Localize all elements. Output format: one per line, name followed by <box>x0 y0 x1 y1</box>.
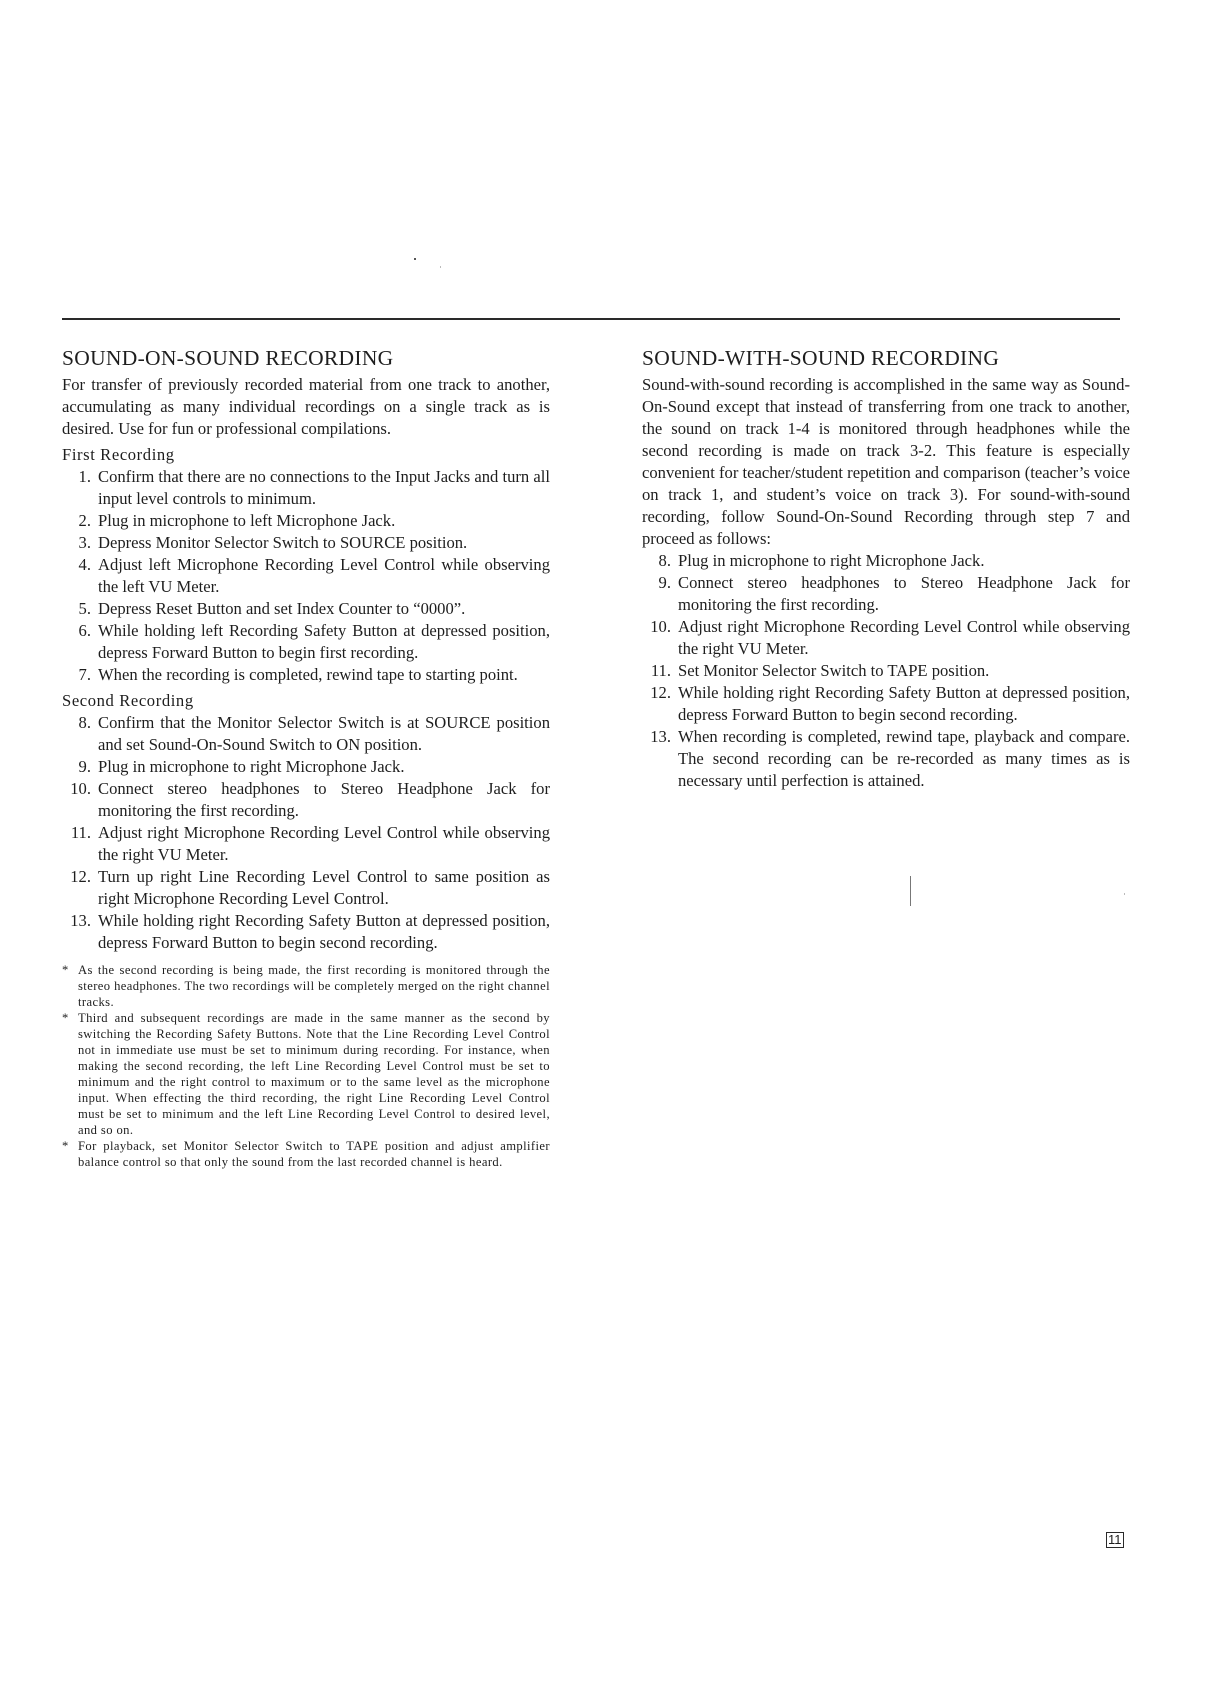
step-number: 5. <box>78 599 91 618</box>
step-item <box>62 620 550 664</box>
step-number: 2. <box>78 511 91 530</box>
step-number: 9. <box>78 757 91 776</box>
step-item <box>62 712 550 756</box>
step-text: Adjust left Microphone Recording Level Control while observing the left VU Meter. <box>98 555 550 596</box>
step-number: 13. <box>70 911 91 930</box>
step-item <box>62 466 550 510</box>
scan-speck <box>1124 893 1125 895</box>
step-item <box>62 554 550 598</box>
step-text: While holding right Recording Safety Button at depressed position, depress Forward Button to begin second recording. <box>98 911 550 952</box>
sound-with-sound-section <box>642 346 1130 792</box>
subheading-first-recording: First Recording <box>62 445 175 464</box>
step-text: Depress Reset Button and set Index Counter to “0000”. <box>98 599 466 618</box>
step-item <box>642 550 1130 572</box>
second-recording-steps <box>62 712 550 954</box>
step-text: Adjust right Microphone Recording Level Control while observing the right VU Meter. <box>98 823 550 864</box>
section-title: SOUND-WITH-SOUND RECORDING <box>642 346 1000 370</box>
step-number: 11. <box>70 823 91 842</box>
step-text: Confirm that there are no connections to the Input Jacks and turn all input level controls to minimum. <box>98 467 550 508</box>
step-item <box>62 778 550 822</box>
step-number: 8. <box>78 713 91 732</box>
step-number: 13. <box>650 727 671 746</box>
step-item <box>642 616 1130 660</box>
step-number: 8. <box>658 551 671 570</box>
step-item <box>62 756 550 778</box>
step-text: Set Monitor Selector Switch to TAPE position. <box>678 661 990 680</box>
step-item <box>62 910 550 954</box>
step-item <box>62 822 550 866</box>
asterisk-mark: * <box>62 963 69 977</box>
subheading-second-recording: Second Recording <box>62 691 194 710</box>
page-number: 11 <box>1108 1532 1122 1547</box>
scan-speck <box>414 258 416 260</box>
step-number: 12. <box>70 867 91 886</box>
footnote-text: Third and subsequent recordings are made in the same manner as the second by switching the Recording Safety Buttons. Note that the Line Recording Level Control not in immediate use must be set to minimum during recording. For instance, when making the second recording, the left Line Recording Level Control must be set to minimum and the right control to maximum or to the same level as the microphone input. When effecting the third recording, the right Line Recording Level Control must be set to minimum and the left Line Recording Level Control to desired level, and so on. <box>78 1011 550 1137</box>
step-number: 7. <box>78 665 91 684</box>
section-intro: Sound-with-sound recording is accomplished in the same way as Sound-On-Sound except that instead of transferring from one track to another, the sound on track 1-4 is monitored through headphones while the second recording is made on track 3-2. This feature is especially convenient for teacher/student repetition and comparison (teacher’s voice on track 1, and student’s voice on track 3). For sound-with-sound recording, follow Sound-On-Sound Recording through step 7 and proceed as follows: <box>642 375 1130 548</box>
asterisk-mark: * <box>62 1011 69 1025</box>
section-title: SOUND-ON-SOUND RECORDING <box>62 346 394 370</box>
scan-speck <box>910 876 911 906</box>
step-item <box>62 598 550 620</box>
footnote-text: As the second recording is being made, the first recording is monitored through the stereo headphones. The two recordings will be completely merged on the right channel tracks. <box>78 963 550 1009</box>
step-number: 12. <box>650 683 671 702</box>
section-intro: For transfer of previously recorded material from one track to another, accumulating as many individual recordings on a single track as is desired. Use for fun or professional compilations. <box>62 375 550 438</box>
sound-on-sound-section <box>62 346 550 1170</box>
footnotes <box>62 962 550 1170</box>
footnote <box>62 1010 550 1138</box>
step-text: When the recording is completed, rewind tape to starting point. <box>98 665 518 684</box>
step-text: Plug in microphone to right Microphone Jack. <box>678 551 985 570</box>
step-number: 3. <box>78 533 91 552</box>
step-number: 9. <box>658 573 671 592</box>
step-text: Plug in microphone to right Microphone Jack. <box>98 757 405 776</box>
step-number: 10. <box>650 617 671 636</box>
step-text: Turn up right Line Recording Level Control to same position as right Microphone Recording Level Control. <box>98 867 550 908</box>
step-item <box>642 572 1130 616</box>
step-text: Adjust right Microphone Recording Level Control while observing the right VU Meter. <box>678 617 1130 658</box>
step-item <box>642 726 1130 792</box>
top-rule <box>62 318 1120 320</box>
step-text: Depress Monitor Selector Switch to SOURCE position. <box>98 533 468 552</box>
footnote-text: For playback, set Monitor Selector Switch to TAPE position and adjust amplifier balance control so that only the sound from the last recorded channel is heard. <box>78 1139 550 1169</box>
footnote <box>62 962 550 1010</box>
step-text: Confirm that the Monitor Selector Switch is at SOURCE position and set Sound-On-Sound Switch to ON position. <box>98 713 550 754</box>
step-number: 4. <box>78 555 91 574</box>
step-item <box>62 866 550 910</box>
step-text: Connect stereo headphones to Stereo Headphone Jack for monitoring the first recording. <box>98 779 550 820</box>
step-item <box>642 682 1130 726</box>
first-recording-steps <box>62 466 550 686</box>
step-item <box>62 532 550 554</box>
step-item <box>642 660 1130 682</box>
sound-with-sound-steps <box>642 550 1130 792</box>
asterisk-mark: * <box>62 1139 69 1153</box>
step-text: When recording is completed, rewind tape, playback and compare. The second recording can be re-recorded as many times as is necessary until perfection is attained. <box>678 727 1130 790</box>
step-text: Connect stereo headphones to Stereo Headphone Jack for monitoring the first recording. <box>678 573 1130 614</box>
step-number: 10. <box>70 779 91 798</box>
step-number: 1. <box>78 467 91 486</box>
step-text: While holding left Recording Safety Button at depressed position, depress Forward Button to begin first recording. <box>98 621 550 662</box>
step-text: Plug in microphone to left Microphone Jack. <box>98 511 396 530</box>
step-number: 6. <box>78 621 91 640</box>
step-text: While holding right Recording Safety Button at depressed position, depress Forward Button to begin second recording. <box>678 683 1130 724</box>
step-item <box>62 664 550 686</box>
scan-speck <box>440 266 441 268</box>
step-item <box>62 510 550 532</box>
step-number: 11. <box>650 661 671 680</box>
footnote <box>62 1138 550 1170</box>
